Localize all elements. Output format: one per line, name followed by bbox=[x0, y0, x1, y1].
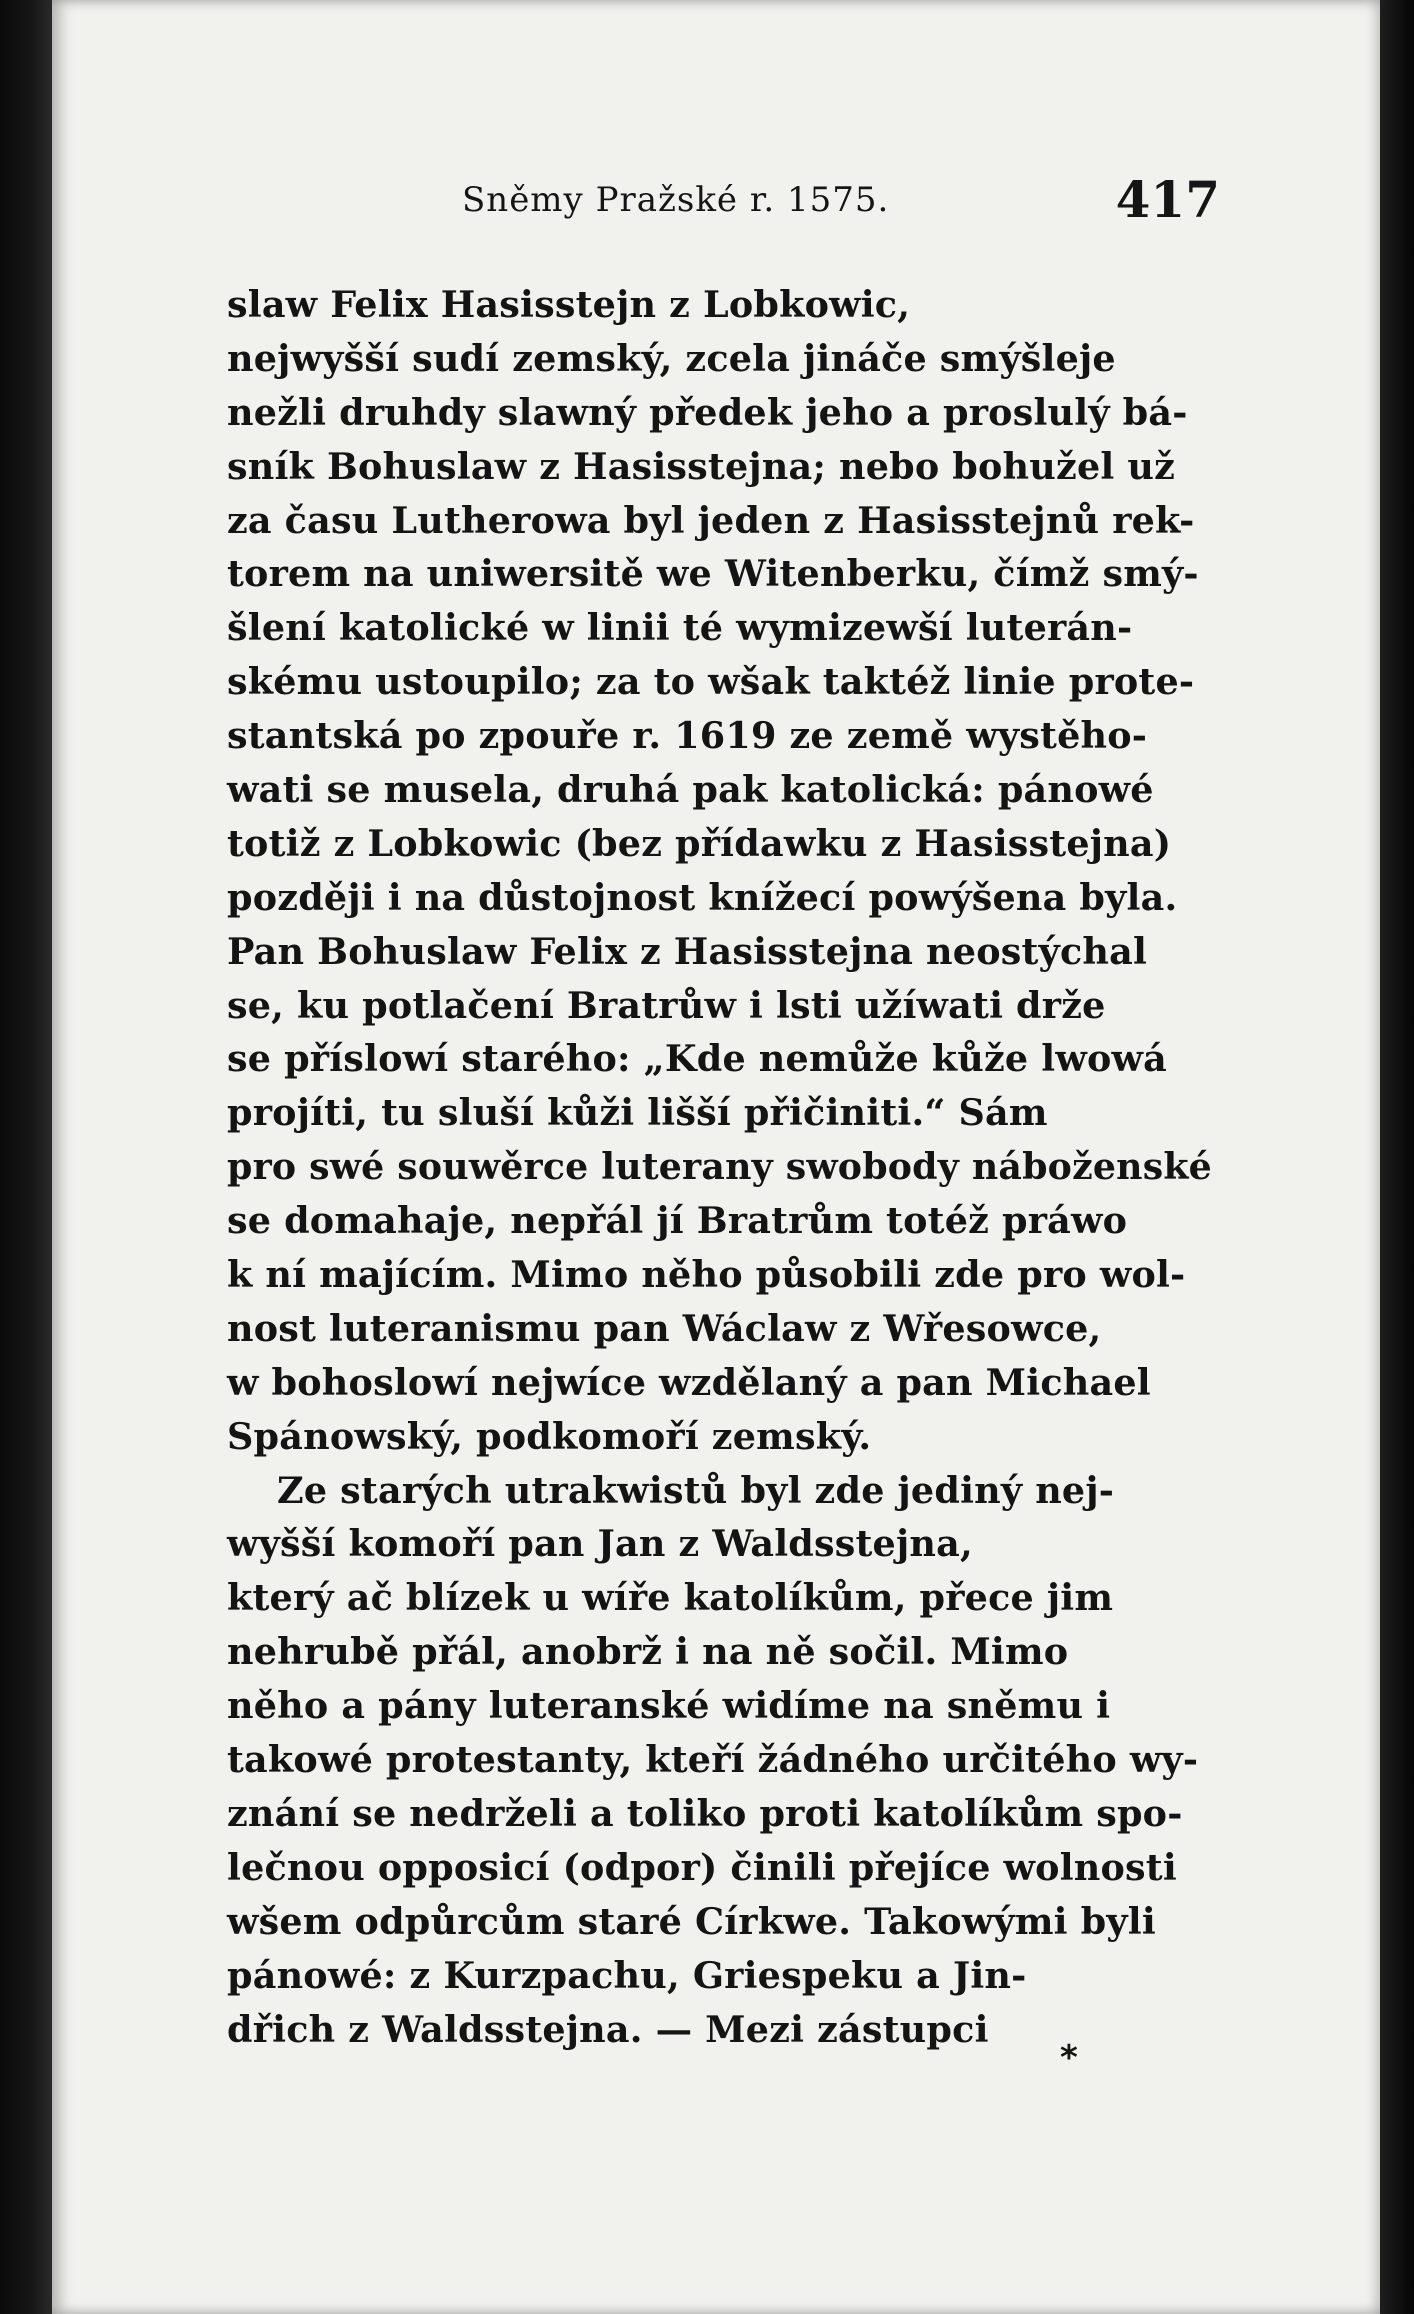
text-line: nost luteranismu pan Wáclaw z Wřesowce, bbox=[227, 1306, 1102, 1350]
scan-border-left bbox=[0, 0, 52, 2314]
text-line: nežli druhdy slawný předek jeho a proslulý bá- bbox=[227, 390, 1188, 434]
text-line: skému ustoupilo; za to wšak taktéž linie prote- bbox=[227, 660, 1195, 704]
text-line: Pan Bohuslaw Felix z Hasisstejna neostýchal bbox=[227, 929, 1148, 973]
scan-border-right bbox=[1380, 0, 1414, 2314]
running-title: Sněmy Pražské r. 1575. bbox=[462, 180, 890, 220]
page-header bbox=[412, 170, 1220, 234]
text-line: za času Lutherowa byl jeden z Hasisstejnů rek- bbox=[227, 498, 1195, 542]
text-line: projíti, tu sluší kůži lišší přičiniti.“ Sám bbox=[227, 1091, 1048, 1135]
text-line: wati se musela, druhá pak katolická: pánowé bbox=[227, 768, 1154, 812]
text-line: šlení katolické w linii té wymizewší luterán- bbox=[227, 606, 1133, 650]
text-line: dřich z Waldsstejna. — Mezi zástupci bbox=[227, 2007, 989, 2051]
text-line: Spánowský, podkomoří zemský. bbox=[227, 1414, 872, 1458]
text-line: takowé protestanty, kteří žádného určitého wy- bbox=[227, 1738, 1199, 1782]
text-line: pánowé: z Kurzpachu, Griespeku a Jin- bbox=[227, 1953, 1027, 1997]
text-line: pro swé souwěrce luterany swobody náboženské bbox=[227, 1145, 1212, 1189]
text-line: který ač blízek u wíře katolíkům, přece jim bbox=[227, 1576, 1114, 1620]
text-line: Ze starých utrakwistů byl zde jediný nej- bbox=[277, 1468, 1115, 1512]
text-line: nejwyšší sudí zemský, zcela jináče smýšleje bbox=[227, 336, 1116, 380]
text-line: totiž z Lobkowic (bez přídawku z Hasisstejna) bbox=[227, 821, 1172, 865]
text-line: nehrubě přál, anobrž i na ně sočil. Mimo bbox=[227, 1630, 1069, 1674]
text-line: wšem odpůrcům staré Církwe. Takowými byli bbox=[227, 1899, 1156, 1943]
text-line: wyšší komoří pan Jan z Waldsstejna, bbox=[227, 1522, 973, 1566]
text-line: torem na uniwersitě we Witenberku, čímž smý- bbox=[227, 552, 1199, 596]
signature-mark: * bbox=[1060, 2038, 1078, 2078]
body-text bbox=[227, 278, 1212, 2056]
text-line: k ní majícím. Mimo něho působili zde pro wol- bbox=[227, 1253, 1186, 1297]
text-line: znání se nedrželi a toliko proti katolíkům spo- bbox=[227, 1791, 1183, 1835]
text-line: lečnou opposicí (odpor) činili přejíce wolnosti bbox=[227, 1845, 1177, 1889]
book-page bbox=[52, 0, 1380, 2314]
text-line: slaw Felix Hasisstejn z Lobkowic, bbox=[227, 283, 911, 326]
text-line: stantská po zpouře r. 1619 ze země wystěho- bbox=[227, 714, 1148, 758]
text-line: později i na důstojnost knížecí powýšena byla. bbox=[227, 875, 1178, 919]
page-number: 417 bbox=[1115, 170, 1220, 229]
text-line: se, ku potlačení Bratrůw i lsti užíwati drže bbox=[227, 983, 1106, 1027]
text-line: něho a pány luteranské widíme na sněmu i bbox=[227, 1684, 1111, 1728]
text-line: sník Bohuslaw z Hasisstejna; nebo bohužel už bbox=[227, 444, 1176, 488]
text-line: se příslowí starého: „Kde nemůže kůže lwowá bbox=[227, 1037, 1167, 1081]
text-line: se domahaje, nepřál jí Bratrům totéž práwo bbox=[227, 1199, 1128, 1243]
text-line: w bohoslowí nejwíce wzdělaný a pan Michael bbox=[227, 1360, 1151, 1404]
